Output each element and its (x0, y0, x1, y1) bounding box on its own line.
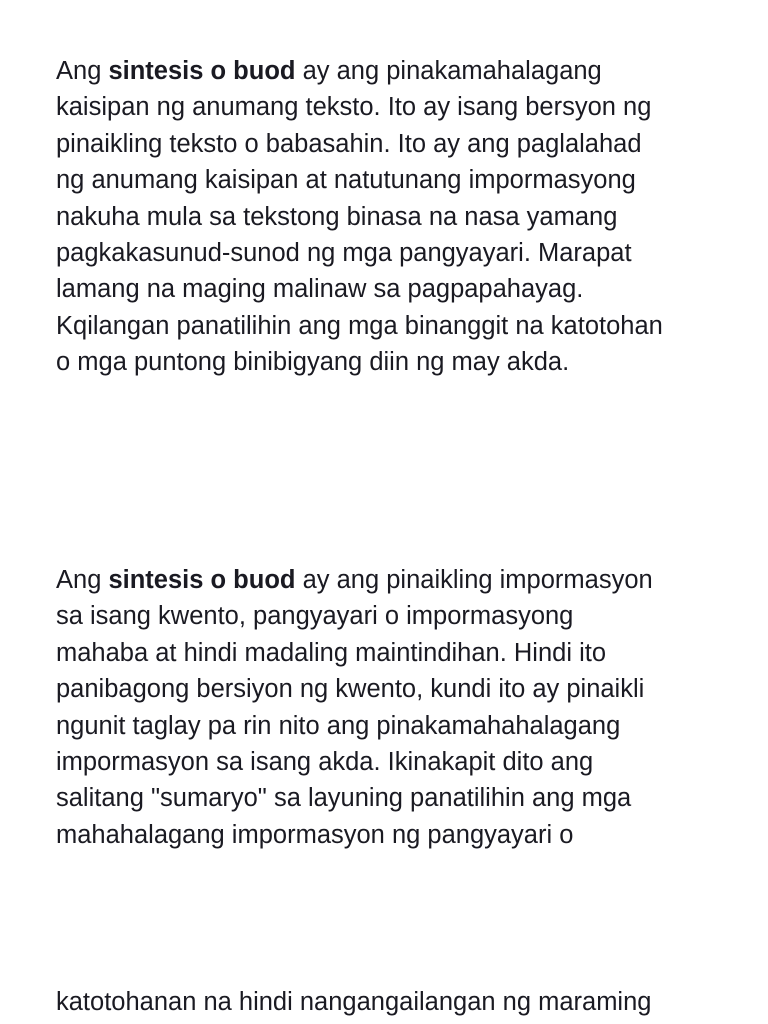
paragraph-line: Kqilangan panatilihin ang mga binanggit na katotohan (56, 311, 663, 340)
paragraph-line: pinaikling teksto o babasahin. Ito ay ang paglalahad (56, 129, 642, 158)
paragraph-sintesis-definition (56, 53, 736, 381)
paragraph-line (56, 562, 736, 598)
text-rest: ay ang pinaikling impormasyon (295, 566, 653, 594)
bold-term: sintesis o buod (108, 566, 296, 594)
paragraph-sintesis-summary (56, 562, 736, 853)
paragraph-line: impormasyon sa isang akda. Ikinakapit dito ang (56, 748, 594, 777)
paragraph-line: panibagong bersiyon ng kwento, kundi ito ay pinaikli (56, 675, 645, 704)
paragraph-line: nakuha mula sa tekstong binasa na nasa yamang (56, 202, 618, 231)
paragraph-line: pagkakasunud-sunod ng mga pangyayari. Marapat (56, 239, 632, 268)
paragraph-line: salitang "sumaryo" sa layuning panatilihin ang mga (56, 784, 632, 813)
paragraph-line: sa isang kwento, pangyayari o impormasyong (56, 602, 574, 631)
text-lead: Ang (56, 566, 109, 594)
paragraph-line: ngunit taglay pa rin nito ang pinakamahahalagang (56, 711, 621, 740)
text-rest: ay ang pinakamahalagang (295, 57, 602, 85)
paragraph-line: ng anumang kaisipan at natutunang impormasyong (56, 166, 636, 195)
paragraph-continuation (56, 984, 736, 1020)
paragraph-line: lamang na maging malinaw sa pagpapahayag. (56, 275, 584, 304)
text-lead: Ang (56, 57, 109, 85)
paragraph-line: katotohanan na hindi nangangailangan ng maraming (56, 988, 652, 1016)
paragraph-line: kaisipan ng anumang teksto. Ito ay isang bersyon ng (56, 93, 652, 122)
paragraph-line: o mga puntong binibigyang diin ng may akda. (56, 348, 570, 377)
paragraph-line: mahaba at hindi madaling maintindihan. Hindi ito (56, 638, 607, 667)
paragraph-line: mahahalagang impormasyon ng pangyayari o (56, 820, 574, 849)
bold-term: sintesis o buod (108, 57, 296, 85)
paragraph-line (56, 53, 736, 89)
